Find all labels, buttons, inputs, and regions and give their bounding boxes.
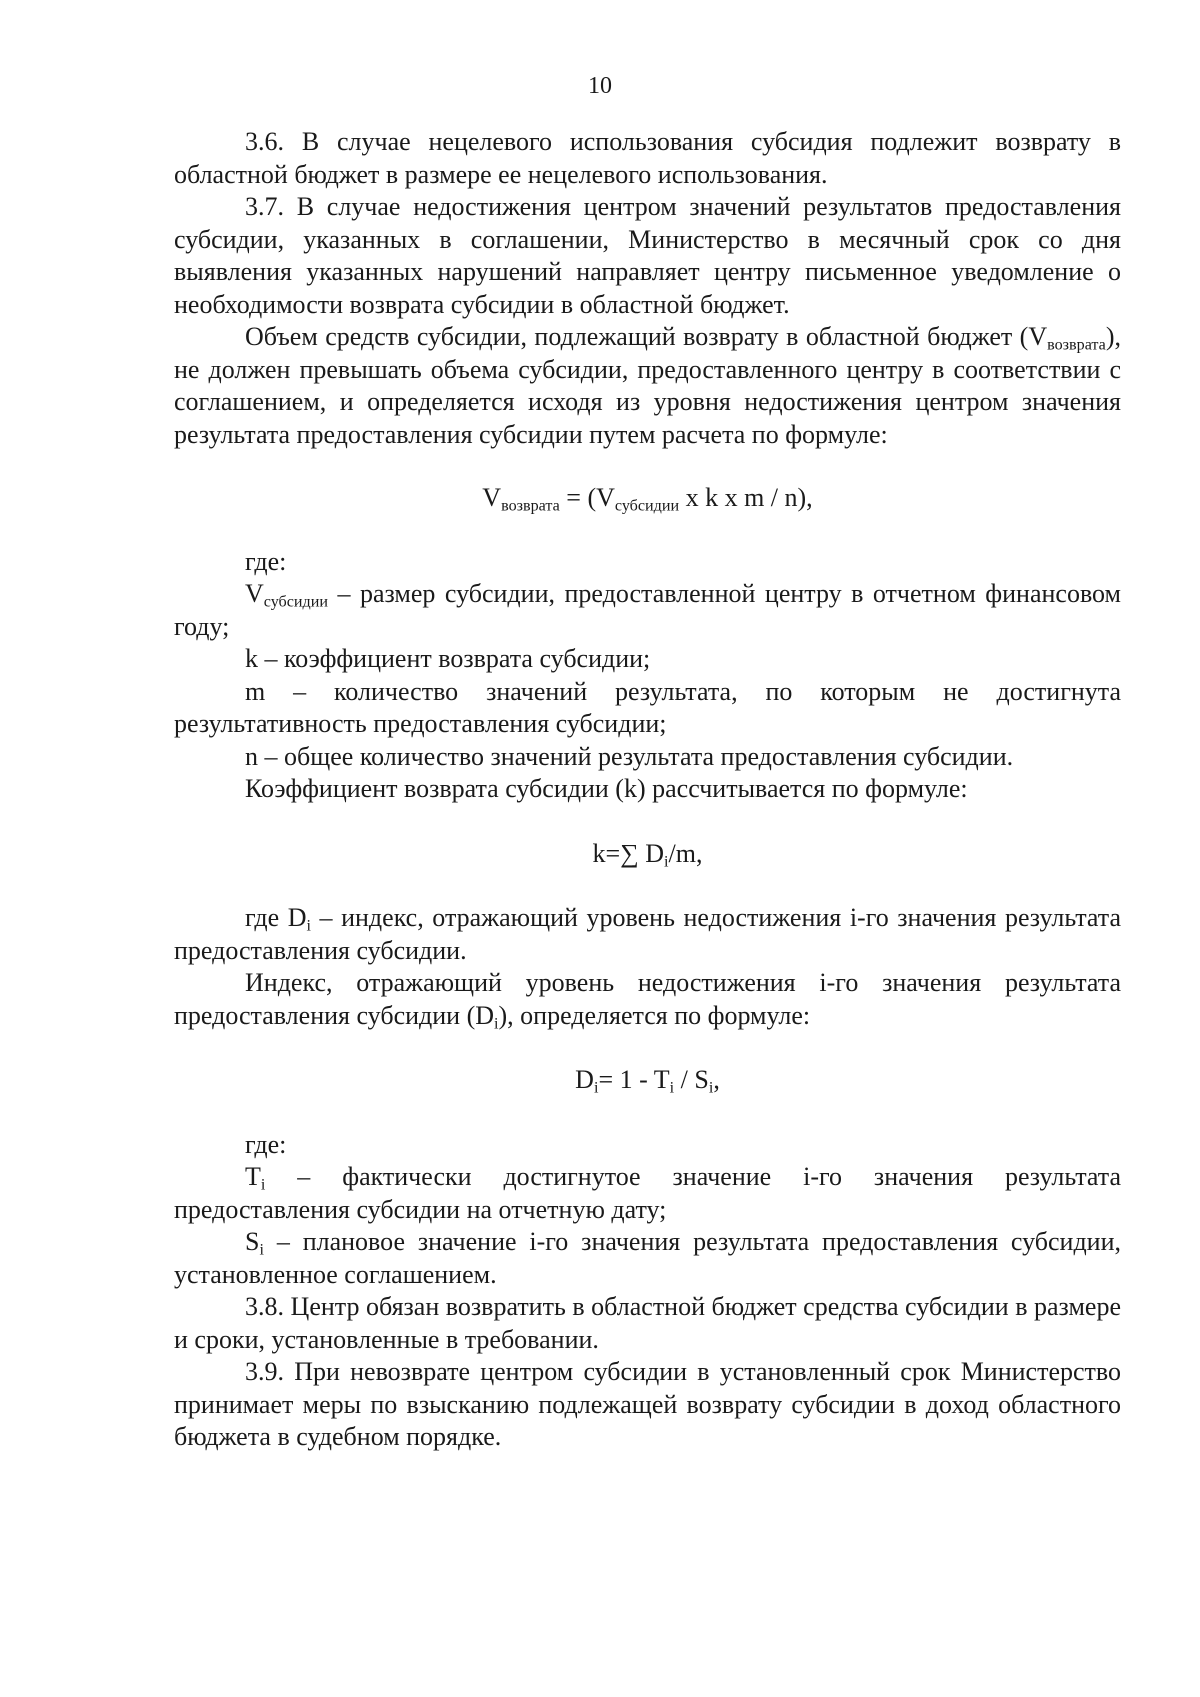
formula3-sub-s: i [708, 1079, 714, 1097]
paragraph-3-8: 3.8. Центр обязан возвратить в областной бюджет средства субсидии в размере и сроки, установленные в требовании. [174, 1292, 1121, 1354]
page-number: 10 [588, 73, 612, 99]
def-si-text: – плановое значение i-го значения результата предоставления субсидии, установленное соглашением. [174, 1227, 1121, 1289]
definition-v-subsidy [174, 578, 1121, 643]
formula1-v: V [482, 483, 502, 512]
definition-k: k – коэффициент возврата субсидии; [245, 644, 651, 673]
formula2-pre: k=∑ D [592, 838, 665, 868]
volume-subscript: возврата [1047, 336, 1106, 354]
di-formula-intro [174, 967, 1121, 1032]
def-ti-symbol: T [245, 1162, 261, 1191]
paragraph-volume [174, 321, 1121, 451]
paragraph-3-9: 3.9. При невозврате центром субсидии в установленный срок Министерство принимает меры по взысканию подлежащей возврату субсидии в доход областного бюджета в судебном порядке. [174, 1357, 1121, 1451]
def-si-subscript: i [259, 1241, 264, 1259]
definition-n: n – общее количество значений результата предоставления субсидии. [245, 741, 1014, 771]
formula2-sub: i [664, 853, 669, 870]
where-label-1: где: [245, 546, 287, 576]
di-intro-subscript: i [494, 1015, 499, 1032]
formula1-sub-subsidy: субсидии [614, 497, 680, 515]
formula1-tail: x k x m / n), [679, 483, 813, 512]
def-ti-text: – фактически достигнутое значение i-го значения результата предоставления субсидии на отчетную дату; [174, 1162, 1121, 1224]
document-body [174, 126, 1121, 1454]
di-intro-end: ), определяется по формуле: [498, 1000, 811, 1030]
definition-m: m – количество значений результата, по которым не достигнута результативность предоставления субсидии; [174, 676, 1121, 738]
def-v-symbol: V [245, 579, 264, 608]
formula3-mid2: / S [674, 1065, 709, 1094]
def-di-start: где D [245, 903, 307, 932]
formula3-mid: = 1 - T [598, 1065, 670, 1094]
volume-text-end: ), не должен превышать объема субсидии, предоставленного центру в соответствии с соглашением, и определяется исходя из уровня недостижения центром значения результата предоставления субсидии путем расчета по формуле: [174, 322, 1121, 449]
di-intro-start: Индекс, отражающий уровень недостижения i-го значения результата предоставления субсидии (D [174, 968, 1121, 1030]
formula3-tail: , [713, 1065, 720, 1094]
def-ti-subscript: i [260, 1176, 266, 1194]
paragraph-3-7: 3.7. В случае недостижения центром значений результатов предоставления субсидии, указанных в соглашении, Министерство в месячный срок со дня выявления указанных нарушений направляет центру письменное уведомление о необходимости возврата субсидии в областной бюджет. [174, 192, 1121, 319]
def-di-end: – индекс, отражающий уровень недостижения i-го значения результата предоставления субсидии. [174, 903, 1121, 965]
volume-text-start: Объем средств субсидии, подлежащий возврату в областной бюджет (V [245, 322, 1048, 351]
formula-coefficient-k [174, 838, 1121, 871]
k-formula-intro: Коэффициент возврата субсидии (k) рассчитывается по формуле: [245, 774, 968, 803]
formula-index-di [174, 1064, 1121, 1097]
def-v-subscript: субсидии [263, 593, 328, 611]
formula1-sub-return: возврата [501, 497, 560, 515]
definition-ti [174, 1161, 1121, 1226]
formula3-sub-t: i [669, 1079, 675, 1097]
def-si-symbol: S [245, 1227, 260, 1256]
formula-return-volume [174, 482, 1121, 515]
formula1-mid: = (V [559, 483, 615, 512]
formula3-d: D [575, 1065, 594, 1094]
formula2-post: /m, [668, 838, 703, 868]
def-v-text: – размер субсидии, предоставленной центру в отчетном финансовом году; [174, 579, 1121, 641]
formula3-sub-d: i [593, 1079, 599, 1097]
definition-di [174, 902, 1121, 967]
def-di-subscript: i [306, 917, 311, 935]
where-label-2: где: [245, 1129, 287, 1159]
paragraph-3-6: 3.6. В случае нецелевого использования субсидия подлежит возврату в областной бюджет в размере ее нецелевого использования. [174, 127, 1121, 189]
definition-si [174, 1226, 1121, 1291]
